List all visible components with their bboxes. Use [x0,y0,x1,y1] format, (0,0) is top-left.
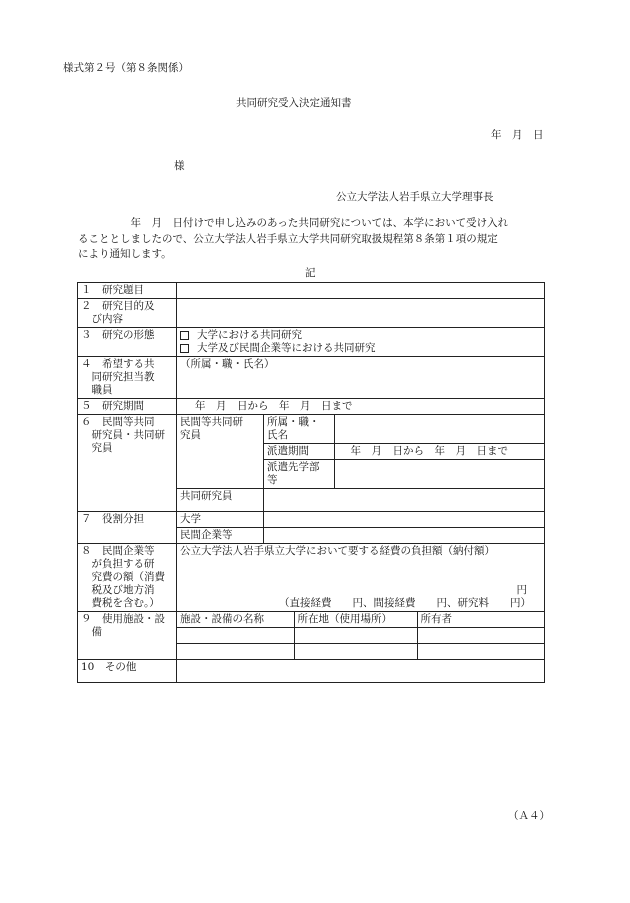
form-label: ３ 研究の形態 [78,328,177,357]
research-title-field[interactable] [177,283,545,299]
facility-cell[interactable] [294,644,417,660]
notice-paragraph [78,216,548,263]
affiliation-label: 所属・職・ 氏名 [264,415,334,444]
cost-yen: 円 [516,584,527,596]
staff-field[interactable]: （所属・職・氏名） [177,357,545,399]
facility-location-header: 所在地（使用場所） [294,612,417,628]
row-cost [78,544,545,612]
facility-owner-header: 所有者 [417,612,544,628]
facility-cell[interactable] [417,628,544,644]
paper-size: （Ａ４） [508,810,550,822]
co-researcher-field[interactable] [264,489,545,512]
document-title: 共同研究受入決定通知書 [236,97,352,109]
dispatch-faculty-field[interactable] [334,460,544,489]
staff-label: ４ 希望する共 同研究担当教 職員 [78,357,177,399]
option-university[interactable]: 大学における共同研究 [180,329,541,342]
facilities-grid [177,612,545,660]
row-form [78,328,545,357]
researchers-label: ６ 民間等共同 研究員・共同研 究員 [78,415,177,512]
purpose-label: ２ 研究目的及 び内容 [78,299,177,328]
role-university-field[interactable] [264,512,545,528]
other-label: 10 その他 [78,660,177,683]
facility-cell[interactable] [417,644,544,660]
purpose-field[interactable] [177,299,545,328]
dispatch-period-field[interactable]: 年 月 日から 年 月 日まで [334,444,544,460]
role-company-label: 民間企業等 [177,528,264,544]
notice-line: 年 月 日付けで申し込みのあった共同研究については、本学において受け入れ [120,217,509,229]
cost-label: ８ 民間企業等 が負担する研 究費の額（消費 税及び地方消 費税を含む。） [78,544,177,612]
facility-name-header: 施設・設備の名称 [177,612,294,628]
issue-date: 年 月 日 [491,129,544,141]
details-table [77,282,545,683]
period-label: ５ 研究期間 [78,399,177,415]
row-facilities [78,612,545,660]
facility-cell[interactable] [177,644,294,660]
ki-heading: 記 [305,267,316,279]
checkbox-icon[interactable] [180,331,189,340]
roles-label: ７ 役割分担 [78,512,177,544]
checkbox-icon[interactable] [180,344,189,353]
cost-breakdown: （直接経費 円、間接経費 円、研究料 円） [279,597,531,609]
facilities-label: ９ 使用施設・設 備 [78,612,177,660]
sender-name: 公立大学法人岩手県立大学理事長 [336,191,494,203]
co-researcher-label: 共同研究員 [177,489,264,512]
notice-line: により通知します。 [78,248,172,260]
private-researcher-label: 民間等共同研 究員 [177,415,264,489]
cost-field[interactable] [177,544,545,612]
row-other [78,660,545,683]
role-company-field[interactable] [264,528,545,544]
row-role-university [78,512,545,528]
role-university-label: 大学 [177,512,264,528]
row-researchers [78,415,545,489]
addressee: 様 [174,160,185,172]
dispatch-period-label: 派遣期間 [264,444,334,460]
form-options [177,328,545,357]
facility-cell[interactable] [177,628,294,644]
cost-description: 公立大学法人岩手県立大学において要する経費の負担額（納付額） [180,545,495,557]
row-period [78,399,545,415]
period-field[interactable]: 年 月 日から 年 月 日まで [177,399,545,415]
row-staff [78,357,545,399]
dispatch-faculty-label: 派遣先学部 等 [264,460,334,489]
form-number: 様式第２号（第８条関係） [63,62,189,74]
private-researcher-details [264,415,545,489]
other-field[interactable] [177,660,545,683]
row-research-title [78,283,545,299]
facility-cell[interactable] [294,628,417,644]
affiliation-field[interactable] [334,415,544,444]
notice-line: ることとしましたので、公立大学法人岩手県立大学共同研究取扱規程第８条第１項の規定 [78,232,498,245]
row-purpose [78,299,545,328]
research-title-label: １ 研究題目 [78,283,177,299]
option-joint[interactable]: 大学及び民間企業等における共同研究 [180,342,541,355]
